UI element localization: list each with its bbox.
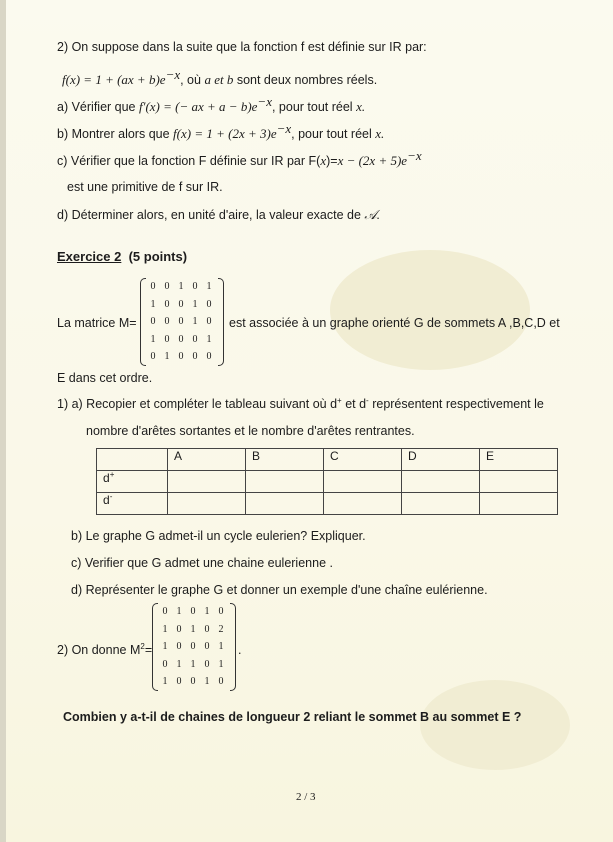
matrix-entry: 0 [150, 351, 156, 363]
matrix-entry: 0 [176, 623, 182, 635]
question-c-line2: est une primitive de f sur IR. [67, 180, 223, 194]
matrix-entry: 1 [190, 658, 196, 670]
matrix-entry: 0 [204, 641, 210, 653]
matrix-entry: 0 [164, 316, 170, 328]
matrix-description: est associée à un graphe orienté G de sommets A ,B,C,D et [229, 316, 560, 330]
question-1b: b) Le graphe G admet-il un cycle eulerien? Expliquer. [71, 529, 366, 543]
final-question: Combien y a-t-il de chaines de longueur 2 reliant le sommet B au sommet E ? [63, 710, 522, 724]
matrix-row [146, 348, 216, 366]
matrix-row [146, 296, 216, 314]
degree-table [96, 448, 558, 515]
matrix-row [146, 313, 216, 331]
matrix-row [158, 603, 228, 621]
row-label-dplus: d+ [97, 471, 168, 493]
matrix-entry: 1 [218, 641, 224, 653]
page-number: 2 / 3 [296, 791, 316, 803]
matrix-m [140, 278, 224, 366]
matrix-entry: 0 [206, 316, 212, 328]
table-row [97, 493, 558, 515]
table-header-cell: E [480, 449, 558, 471]
matrix-entry: 0 [150, 316, 156, 328]
matrix-m2-dot: . [238, 643, 242, 657]
matrix-entry: 0 [176, 676, 182, 688]
matrix-bracket-right [230, 603, 236, 691]
matrix-entry: 0 [206, 351, 212, 363]
exercise-title: Exercice 2 (5 points) [57, 249, 188, 264]
matrix-row [158, 673, 228, 691]
question-1a: 1) a) Recopier et compléter le tableau suivant où d+ et d- représentent respectivement le [57, 395, 544, 411]
matrix-entry: 1 [204, 606, 210, 618]
table-header-cell: C [324, 449, 402, 471]
matrix-entry: 1 [164, 351, 170, 363]
question-d: d) Déterminer alors, en unité d'aire, la valeur exacte de 𝒜. [57, 207, 380, 222]
matrix-entry: 0 [192, 333, 198, 345]
row-label-dminus: d- [97, 493, 168, 515]
matrix-entry: 2 [218, 623, 224, 635]
matrix-entry: 0 [164, 281, 170, 293]
page-edge [0, 0, 6, 842]
matrix-entry: 0 [164, 298, 170, 310]
matrix-entry: 0 [206, 298, 212, 310]
table-cell [480, 493, 558, 515]
table-cell [246, 493, 324, 515]
matrix-entry: 1 [178, 281, 184, 293]
matrix-entry: 0 [190, 641, 196, 653]
matrix-entry: 1 [190, 623, 196, 635]
matrix-entry: 0 [162, 658, 168, 670]
matrix-entry: 0 [218, 676, 224, 688]
table-cell [324, 493, 402, 515]
matrix-label: La matrice M= [57, 316, 137, 330]
matrix-entry: 1 [162, 623, 168, 635]
matrix-entry: 0 [178, 351, 184, 363]
question-1d: d) Représenter le graphe G et donner un exemple d'une chaîne eulérienne. [71, 583, 488, 597]
question-b: b) Montrer alors que $f(x) = 1 + (2x + 3)e^{-x}$, pour tout réel x. [57, 120, 385, 141]
table-header-cell: B [246, 449, 324, 471]
matrix-entry: 1 [162, 676, 168, 688]
matrix-row [158, 656, 228, 674]
table-header-row [97, 449, 558, 471]
matrix-row [146, 278, 216, 296]
matrix-row [146, 331, 216, 349]
matrix-entry: 1 [162, 641, 168, 653]
question-2-label: 2) On donne $M^2=$ [57, 641, 153, 657]
paper-stain [420, 680, 570, 770]
table-cell [324, 471, 402, 493]
table-cell [402, 493, 480, 515]
matrix-m2 [152, 603, 236, 691]
question-c: c) Vérifier que la fonction F définie sur IR par $F(x)=x - (2x + 5)e^{-x}$ [57, 147, 422, 168]
table-header-cell [97, 449, 168, 471]
matrix-description-line2: E dans cet ordre. [57, 371, 153, 385]
matrix-entry: 0 [192, 281, 198, 293]
question-1c: c) Verifier que G admet une chaine eulerienne . [71, 556, 333, 570]
matrix-row [158, 638, 228, 656]
table-cell [402, 471, 480, 493]
matrix-row [158, 621, 228, 639]
matrix-entry: 1 [176, 658, 182, 670]
fx-definition: $f(x) = 1 + (ax + b)e^{-x}$, où a et b sont deux nombres réels. [62, 66, 378, 87]
matrix-entry: 0 [192, 351, 198, 363]
matrix-m-grid [146, 278, 216, 366]
matrix-entry: 1 [150, 298, 156, 310]
matrix-m2-grid [158, 603, 228, 691]
table-cell [480, 471, 558, 493]
matrix-entry: 0 [178, 298, 184, 310]
table-cell [168, 471, 246, 493]
matrix-entry: 0 [178, 333, 184, 345]
table-cell [168, 493, 246, 515]
matrix-entry: 0 [178, 316, 184, 328]
matrix-entry: 0 [190, 606, 196, 618]
matrix-bracket-right [218, 278, 224, 366]
question-1a-line2: nombre d'arêtes sortantes et le nombre d'arêtes rentrantes. [86, 424, 415, 438]
paper-stain [330, 250, 530, 370]
matrix-entry: 1 [192, 316, 198, 328]
matrix-entry: 1 [150, 333, 156, 345]
matrix-entry: 1 [176, 606, 182, 618]
table-header-cell: D [402, 449, 480, 471]
matrix-entry: 0 [164, 333, 170, 345]
matrix-entry: 0 [204, 658, 210, 670]
question-a: a) Vérifier que f′(x) = (− ax + $a - b)e^{-x}$, pour tout réel x. [57, 93, 366, 114]
matrix-entry: 1 [218, 658, 224, 670]
table-row [97, 471, 558, 493]
part2-intro: 2) On suppose dans la suite que la fonction f est définie sur IR par: [57, 40, 427, 54]
matrix-entry: 0 [162, 606, 168, 618]
matrix-entry: 1 [192, 298, 198, 310]
matrix-entry: 0 [218, 606, 224, 618]
matrix-entry: 0 [150, 281, 156, 293]
matrix-entry: 1 [206, 333, 212, 345]
matrix-entry: 0 [190, 676, 196, 688]
matrix-entry: 1 [206, 281, 212, 293]
table-header-cell: A [168, 449, 246, 471]
matrix-entry: 0 [204, 623, 210, 635]
matrix-entry: 1 [204, 676, 210, 688]
table-cell [246, 471, 324, 493]
matrix-entry: 0 [176, 641, 182, 653]
